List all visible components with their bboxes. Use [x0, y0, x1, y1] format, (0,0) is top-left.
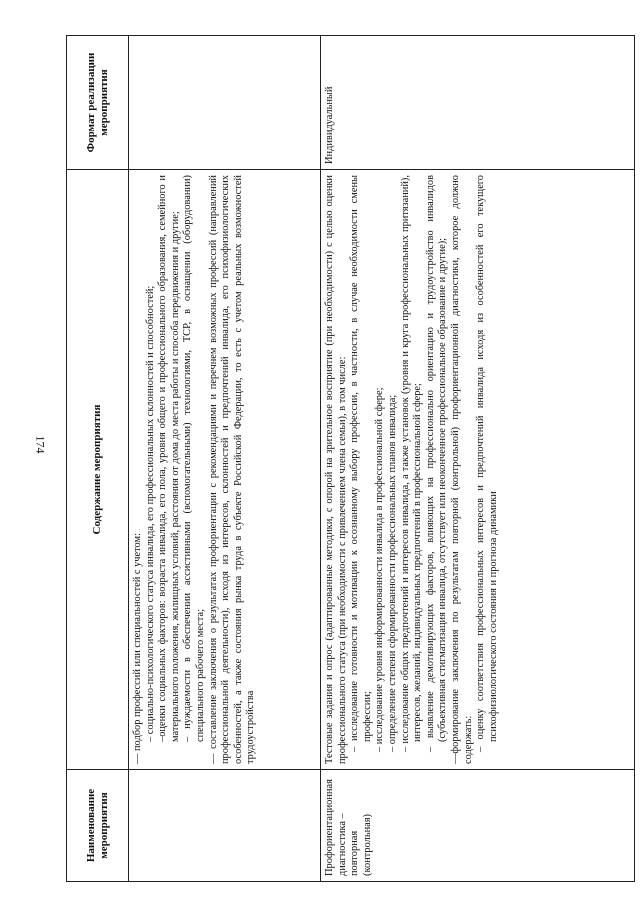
table-row — [321, 36, 635, 882]
cell-format — [129, 36, 321, 170]
content-line: — подбор профессий или специальностей с учетом: — [132, 533, 143, 764]
table-header-row — [67, 36, 129, 882]
cell-format: Индивидуальный — [321, 36, 635, 170]
content-line: Тестовые задания и опрос (адаптированные методики, с опорой на зрительное восприятие (при необходимости) с целью оценки профессионального статуса (при необходимости с привлечением члена семьи), в том числе: — [324, 175, 348, 764]
header-implementation-format: Формат реализации мероприятия — [67, 36, 129, 170]
content-line: – исследование готовности и мотивации к осознанному выбору профессии, в частности, в случае необходимости смены профессии; — [349, 175, 373, 752]
rotated-table-container — [66, 36, 634, 882]
content-line: — составление заключения о результатах профориентации с рекомендациями и перечнем возможных профессий (направлений профессиональной деятельности), исходя из интересов, склонностей и предпочтений инвалида, его психофизиологических особенностей, а также состояния рынка труда в субъекте Российской Федерации, то есть с учетом реальных возможностей трудоустройства — [207, 175, 257, 764]
page-number: 174 — [33, 435, 48, 454]
activities-table — [66, 35, 635, 882]
content-line: – выявление демотивирующих факторов, влияющих на профессионально ориентацию и трудоустройство инвалидов (субъективная стигматизация инвалида, отсутствует или неоконченное профессиональное образование и другие); — [424, 175, 449, 752]
content-line: – исследование общих предпочтений и интересов инвалида, а также установок (уровня и круга профессиональных притязаний), интересов, желаний, индивидуальных предпочтений в профессиональной сфере; — [399, 175, 424, 752]
cell-activity-content — [321, 170, 635, 770]
content-line: – оценку соответствия профессиональных интересов и предпочтений инвалида исходя из особенностей его текущего психофизиологического состояния и прогноза динамики — [475, 175, 499, 752]
content-line: –оценки социальных факторов: возраста инвалида, его пола, уровня общего и профессионального образования, семейного и материального положения, жилищных условий, расстояния от дома до места работы и способа передвижения и другие; — [157, 175, 181, 742]
content-line: – исследование уровня информированности инвалида в профессиональной сфере; — [374, 387, 386, 752]
cell-activity-content — [129, 170, 321, 770]
content-line: – социально-психологического статуса инвалида, его профессиональных склонностей и способностей; — [144, 285, 156, 742]
content-line: —формирование заключения по результатам повторной (контрольной) профориентационной диагностики, которое должно содержать: — [449, 175, 474, 764]
content-line: – определение степени сформированности профессиональных планов инвалида; — [386, 394, 398, 752]
content-line: – нуждаемости в обеспечении ассистивными (вспомогательными) технологиями, ТСР, в оснащении (оборудовании) специального рабочего места; — [182, 175, 206, 742]
table-row — [129, 36, 321, 882]
header-activity-content: Содержание мероприятия — [67, 170, 129, 770]
header-activity-name: Наименование мероприятия — [67, 770, 129, 882]
cell-activity-name: Профориентационная диагностика – повторная (контрольная) — [321, 770, 635, 882]
cell-activity-name — [129, 770, 321, 882]
